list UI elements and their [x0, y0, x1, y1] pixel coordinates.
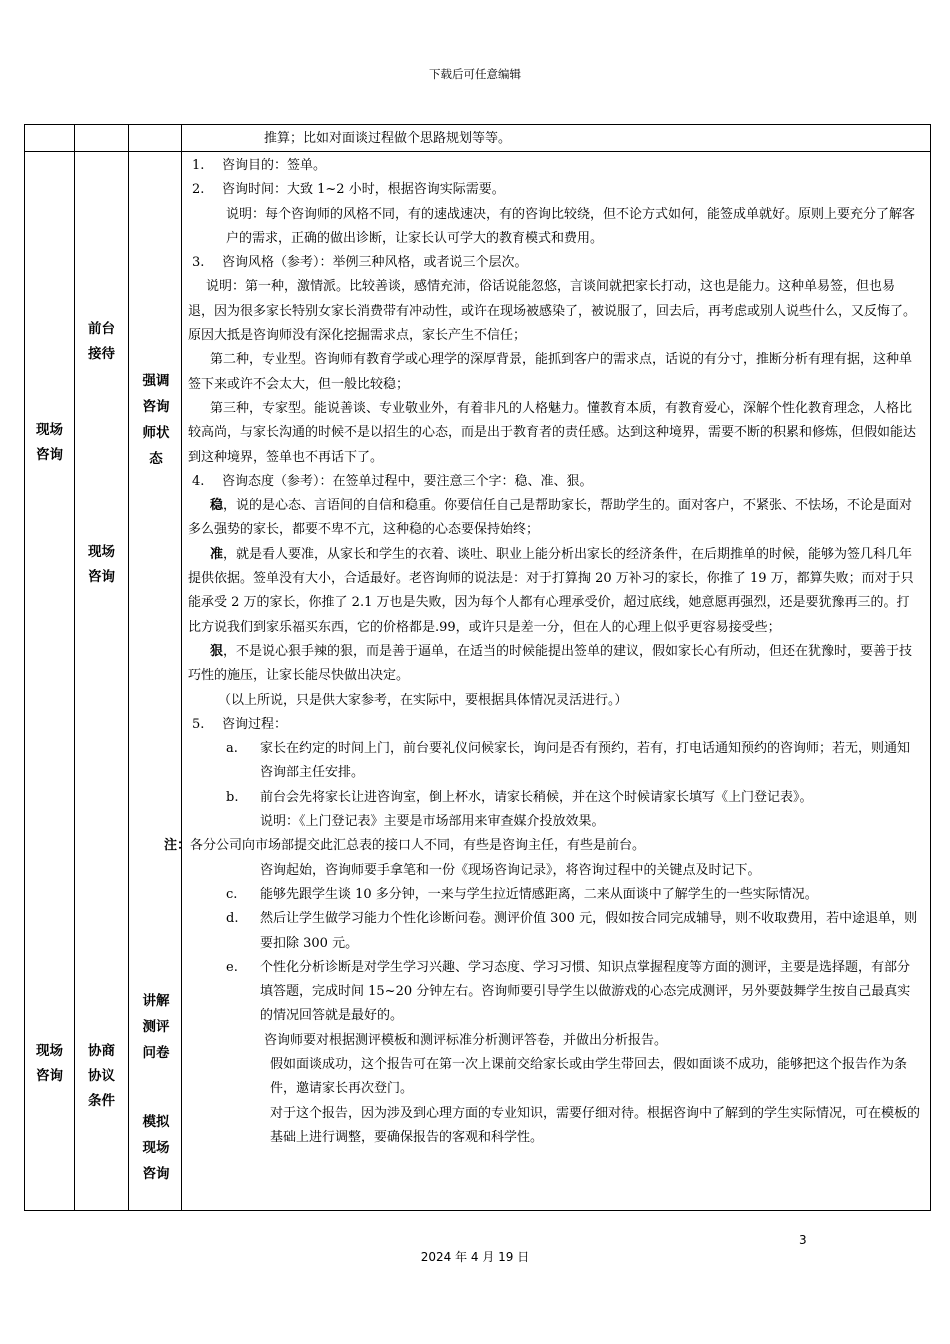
page-number: 3 [799, 1233, 807, 1247]
label-onsite-consult-b: 现场 咨询 [36, 1043, 63, 1084]
stage-label-cell [75, 152, 129, 1211]
paragraph: 咨询起始，咨询师要手拿笔和一份《现场咨询记录》，将咨询过程中的关键点及时记下。 [260, 862, 761, 878]
label-onsite: 现场 咨询 [88, 544, 115, 585]
paragraph: 说明：每个咨询师的风格不同，有的速战速决，有的咨询比较绕，但不论方式如何，能签成单就好。原则上要充分了解客户的需求，正确的做出诊断，让家长认可学大的教育模式和费用。 [226, 206, 916, 246]
paragraph: 注：各分公司向市场部提交此汇总表的接口人不同，有些是咨询主任，有些是前台。 [164, 838, 646, 854]
list-item: e. 个性化分析诊断是对学生学习兴趣、学习态度、学习习惯、知识点掌握程度等方面的测评，主要是选择题，有部分填答题，完成时间 15~20 分钟左右。咨询师要引导学生以做游戏的心态完成测评，另外要鼓舞学生按自己最真实的情况回答就是最好的。 [226, 959, 911, 1024]
table-row [25, 125, 931, 152]
list-item: 4. 咨询态度（参考）：在签单过程中，要注意三个字：稳、准、狠。 [192, 473, 593, 489]
paragraph: 假如面谈成功，这个报告可在第一次上课前交给家长或由学生带回去，假如面谈不成功，能够把这个报告作为条件，邀请家长再次登门。 [270, 1056, 908, 1097]
continuation-text: 推算；比如对面谈过程做个思路规划等等。 [264, 131, 512, 146]
footer-date: 2024 年 4 月 19 日 [420, 1250, 530, 1264]
note-explain-questionnaire: 讲解 测评 问卷 [142, 993, 170, 1061]
list-item: 3. 咨询风格（参考）：举例三种风格，或者说三个层次。 [192, 255, 528, 271]
paragraph: 说明：第一种，激情派。比较善谈，感情充沛，俗话说能忽悠，言谈间就把家长打动，这也是能力。这种单易签，但也易退，因为很多家长特别女家长消费带有冲动性，或许在现场被感染了，被说服了，回去后，再考虑或别人说些什么，又反悔了。原因大抵是咨询师没有深化挖掘需求点，家长产生不信任； [188, 279, 917, 344]
paragraph: （以上所说，只是供大家参考，在实际中，要根据具体情况灵活进行。） [218, 692, 628, 708]
paragraph: 狠，不是说心狠手辣的狠，而是善于逼单，在适当的时候能提出签单的建议，假如家长心有所动，但还在犹豫时，要善于技巧性的施压，让家长能尽快做出决定。 [188, 643, 913, 684]
list-item: d. 然后让学生做学习能力个性化诊断问卷。测评价值 300 元，假如按合同完成辅导，则不收取费用，若中途退单，则要扣除 300 元。 [226, 911, 918, 951]
continuation-cell [182, 125, 931, 152]
paragraph: 咨询师要对根据测评模板和测评标准分析测评答卷，并做出分析报告。 [264, 1032, 668, 1048]
list-item: 5. 咨询过程： [192, 716, 288, 732]
list-item: c. 能够先跟学生谈 10 多分钟，一来与学生拉近情感距离，二来从面谈中了解学生的一些实际情况。 [226, 886, 818, 902]
consulting-table [24, 124, 931, 1211]
paragraph: 第三种，专家型。能说善谈、专业敬业外，有着非凡的人格魅力。懂教育本质，有教育爱心，深解个性化教育理念，人格比较高尚，与家长沟通的时候不是以招生的心态，而是出于教育者的责任感。达到这种境界，需要不断的积累和修炼，但假如能达到这种境界，签单也不再话下了。 [188, 400, 917, 465]
table-row [25, 152, 931, 1211]
label-reception: 前台 接待 [88, 321, 115, 362]
note-simulate-consult: 模拟 现场 咨询 [142, 1114, 170, 1182]
paragraph: 准，就是看人要准，从家长和学生的衣着、谈吐、职业上能分析出家长的经济条件，在后期推单的时候，能够为签几科几年提供依据。签单没有大小，合适最好。老咨询师的说法是：对于打算掏 20 万补习的家长，你推了 19 万，都算失败；而对于只能承受 2 万的家长，你推了 2.1 万也是失败，因为每个人都有心理承受价，超过底线，她意愿再强烈，还是要犹豫再三的。打比方说我们到家乐福买东西，它的价格都是.99，或许只是差一分，但在人的心理上似乎更容易接受些； [188, 546, 914, 635]
paragraph: 第二种，专业型。咨询师有教育学或心理学的深厚背景，能抓到客户的需求点，话说的有分寸，推断分析有理有据，这种单签下来或许不会太大，但一般比较稳； [188, 352, 913, 392]
note-cell [129, 152, 182, 1211]
label-negotiation: 协商 协议 条件 [88, 1043, 115, 1109]
content-cell [164, 152, 931, 1211]
note-emphasize-state: 强调 咨询 师状 态 [142, 373, 170, 467]
paragraph: 稳，说的是心态、言语间的自信和稳重。你要信任自己是帮助家长，帮助学生的。面对客户，不紧张、不怯场，不论是面对多么强势的家长，都要不卑不亢，这种稳的心态要保持始终； [188, 498, 913, 538]
empty-cell [129, 125, 182, 152]
content-body [164, 152, 930, 1154]
empty-cell [25, 125, 75, 152]
label-onsite-consult-a: 现场 咨询 [36, 422, 63, 463]
section-label-cell [25, 152, 75, 1211]
list-item: 2. 咨询时间：大致 1~2 小时，根据咨询实际需要。 [192, 182, 505, 198]
list-item: a. 家长在约定的时间上门，前台要礼仪问候家长，询问是否有预约，若有，打电话通知预约的咨询师；若无，则通知咨询部主任安排。 [226, 741, 911, 781]
paragraph: 说明：《上门登记表》主要是市场部用来审查媒介投放效果。 [260, 814, 605, 830]
list-item: 1. 咨询目的：签单。 [192, 158, 327, 173]
paragraph: 对于这个报告，因为涉及到心理方面的专业知识，需要仔细对待。根据咨询中了解到的学生实际情况，可在模板的基础上进行调整，要确保报告的客观和科学性。 [270, 1105, 921, 1145]
empty-cell [75, 125, 129, 152]
page-header: 下载后可任意编辑 [429, 67, 521, 81]
list-item: b. 前台会先将家长让进咨询室，倒上杯水，请家长稍候，并在这个时候请家长填写《上门登记表》。 [226, 789, 813, 805]
